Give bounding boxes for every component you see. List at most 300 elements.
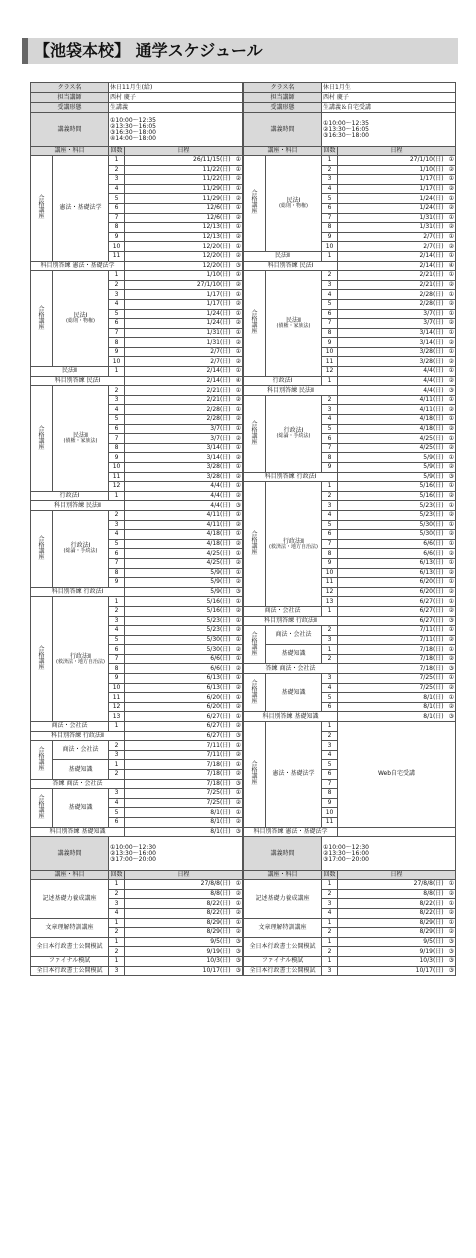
session-period: ② bbox=[448, 463, 455, 471]
session-period: ① bbox=[448, 899, 455, 907]
session-date-text: 6/6(日) bbox=[210, 655, 231, 663]
group-label bbox=[244, 722, 266, 828]
group-label-text: 合格講座 bbox=[38, 794, 45, 820]
session-date bbox=[125, 947, 243, 957]
session-number: 7 bbox=[322, 213, 338, 223]
summary-date-text: 8/1(日) bbox=[210, 827, 231, 835]
session-number: 1 bbox=[322, 606, 338, 616]
session-number: 11 bbox=[109, 251, 125, 261]
column-header-date: 日程 bbox=[338, 871, 456, 880]
summary-label: 答練 商法・会社法 bbox=[244, 664, 338, 674]
summary-label: 科目別答練 行政法Ⅱ bbox=[31, 731, 125, 741]
session-number: 1 bbox=[322, 645, 338, 655]
session-date bbox=[338, 290, 456, 300]
session-date-text: 4/18(日) bbox=[206, 530, 231, 538]
session-date bbox=[338, 683, 456, 693]
subject-name: 民法Ⅰ bbox=[286, 196, 301, 204]
session-date bbox=[338, 880, 456, 890]
table-row bbox=[244, 880, 456, 890]
table-row bbox=[244, 827, 456, 837]
session-date-text: 12/6(日) bbox=[206, 213, 231, 221]
subject-subtitle: (債権・家族法) bbox=[276, 322, 311, 329]
session-period: ① bbox=[235, 328, 242, 336]
page-title: 【池袋本校】 通学スケジュール bbox=[22, 38, 458, 64]
session-period: ② bbox=[235, 252, 242, 260]
session-date bbox=[125, 702, 243, 712]
session-period: ① bbox=[448, 309, 455, 317]
session-date bbox=[338, 482, 456, 492]
table-row bbox=[31, 789, 243, 799]
session-period: ② bbox=[448, 338, 455, 346]
session-period: ② bbox=[235, 799, 242, 807]
summary-date-text: 6/27(日) bbox=[206, 731, 231, 739]
session-date-text: 8/1(日) bbox=[210, 818, 231, 826]
session-period: ① bbox=[235, 482, 242, 490]
table-row bbox=[244, 113, 456, 147]
session-period: ② bbox=[448, 242, 455, 250]
lecture-times-label: 講義時間 bbox=[31, 837, 109, 871]
session-number: 5 bbox=[322, 760, 338, 770]
session-date-text: 3/7(日) bbox=[423, 309, 444, 317]
table-row bbox=[31, 722, 243, 732]
session-date-text: 7/25(日) bbox=[206, 799, 231, 807]
session-date-text: 4/18(日) bbox=[419, 415, 444, 423]
group-label-text: 合格講座 bbox=[251, 310, 258, 336]
session-date-text: 27/1/10(日) bbox=[409, 156, 444, 164]
session-number: 7 bbox=[109, 213, 125, 223]
session-period: ② bbox=[235, 213, 242, 221]
session-date-text: 4/4(日) bbox=[210, 492, 231, 500]
session-period: ① bbox=[235, 165, 242, 173]
session-number: 4 bbox=[109, 405, 125, 415]
session-period: ② bbox=[448, 185, 455, 193]
session-period: ② bbox=[235, 928, 242, 936]
session-number: 5 bbox=[322, 693, 338, 703]
session-date-text: 1/24(日) bbox=[419, 194, 444, 202]
session-period: ② bbox=[235, 890, 242, 898]
session-date-text: 8/22(日) bbox=[206, 899, 231, 907]
session-date bbox=[338, 635, 456, 645]
session-period: ③ bbox=[448, 957, 455, 965]
session-date-text: 6/27(日) bbox=[419, 607, 444, 615]
subject-label bbox=[266, 271, 322, 377]
session-date-text: 1/31(日) bbox=[206, 338, 231, 346]
session-number: 8 bbox=[322, 223, 338, 233]
session-date-text: 9/5(日) bbox=[423, 938, 444, 946]
column-header-date: 日程 bbox=[338, 147, 456, 156]
session-period: ③ bbox=[235, 938, 242, 946]
table-row bbox=[31, 147, 243, 156]
subject-label bbox=[266, 722, 322, 828]
session-date bbox=[125, 357, 243, 367]
session-period: ① bbox=[235, 424, 242, 432]
session-date-text: 6/13(日) bbox=[206, 674, 231, 682]
session-date-text: 6/13(日) bbox=[419, 568, 444, 576]
session-date-text: 2/28(日) bbox=[206, 415, 231, 423]
session-date bbox=[338, 376, 456, 386]
subject-label: 商法・会社法 bbox=[244, 606, 322, 616]
session-number: 6 bbox=[322, 309, 338, 319]
session-period: ① bbox=[235, 271, 242, 279]
table-row bbox=[31, 93, 243, 103]
subject-name: 憲法・基礎法学 bbox=[272, 770, 315, 778]
session-date-text: 6/27(日) bbox=[206, 722, 231, 730]
session-date-text: 1/24(日) bbox=[419, 204, 444, 212]
info-value: 休日1月生 bbox=[322, 83, 456, 93]
subject-name: 行政法Ⅰ bbox=[70, 542, 91, 550]
session-number: 2 bbox=[322, 889, 338, 899]
session-date bbox=[338, 654, 456, 664]
column-header-date: 日程 bbox=[125, 147, 243, 156]
summary-date-text: 2/14(日) bbox=[206, 376, 231, 384]
table-row bbox=[244, 626, 456, 636]
session-period: ① bbox=[235, 760, 242, 768]
session-period: ① bbox=[235, 635, 242, 643]
web-attendance-note: Web自宅受講 bbox=[338, 722, 456, 828]
session-number: 1 bbox=[109, 937, 125, 947]
session-date-text: 2/7(日) bbox=[423, 233, 444, 241]
lecture-time: ①10:00～12:30 bbox=[323, 843, 369, 851]
session-number: 2 bbox=[109, 770, 125, 780]
session-number: 13 bbox=[109, 712, 125, 722]
session-date bbox=[338, 424, 456, 434]
session-number: 1 bbox=[322, 918, 338, 928]
session-number: 6 bbox=[109, 549, 125, 559]
info-label: 受講形態 bbox=[31, 103, 109, 113]
session-period: ① bbox=[235, 530, 242, 538]
session-date-text: 4/25(日) bbox=[419, 444, 444, 452]
table-row bbox=[244, 386, 456, 396]
session-date bbox=[338, 947, 456, 957]
session-number: 9 bbox=[322, 338, 338, 348]
session-date bbox=[338, 328, 456, 338]
subject-label bbox=[53, 789, 109, 827]
session-number: 6 bbox=[109, 203, 125, 213]
table-row bbox=[244, 966, 456, 976]
session-number: 10 bbox=[109, 242, 125, 252]
session-number: 2 bbox=[109, 280, 125, 290]
session-period: ② bbox=[448, 511, 455, 519]
session-date-text: 26/11/15(日) bbox=[193, 156, 231, 164]
session-date-text: 4/4(日) bbox=[423, 376, 444, 384]
table-row bbox=[31, 880, 243, 890]
group-label-text: 合格講座 bbox=[251, 190, 258, 216]
session-number: 5 bbox=[322, 424, 338, 434]
session-number: 10 bbox=[322, 568, 338, 578]
session-period: ② bbox=[448, 357, 455, 365]
session-number: 8 bbox=[322, 789, 338, 799]
table-row bbox=[31, 918, 243, 928]
session-date bbox=[125, 271, 243, 281]
summary-period: ③ bbox=[448, 664, 455, 672]
table-row bbox=[244, 837, 456, 871]
session-number: 3 bbox=[322, 280, 338, 290]
summary-date bbox=[125, 779, 243, 789]
session-date bbox=[125, 184, 243, 194]
session-period: ① bbox=[448, 693, 455, 701]
group-label-text: 合格講座 bbox=[38, 305, 45, 331]
session-date-text: 9/5(日) bbox=[210, 938, 231, 946]
session-period: ② bbox=[448, 223, 455, 231]
session-period: ① bbox=[448, 880, 455, 888]
session-date bbox=[125, 568, 243, 578]
session-number: 2 bbox=[322, 395, 338, 405]
session-period: ② bbox=[448, 281, 455, 289]
session-date bbox=[125, 443, 243, 453]
subject-subtitle: (総則・物権) bbox=[279, 202, 308, 209]
subject-label: 基礎知識 bbox=[53, 760, 109, 779]
session-date bbox=[125, 770, 243, 780]
session-number: 7 bbox=[322, 319, 338, 329]
session-date-text: 10/3(日) bbox=[419, 957, 444, 965]
table-row bbox=[244, 376, 456, 386]
session-date-text: 4/18(日) bbox=[206, 540, 231, 548]
session-date-text: 2/21(日) bbox=[419, 271, 444, 279]
session-date-text: 6/6(日) bbox=[210, 664, 231, 672]
session-date-text: 11/29(日) bbox=[202, 194, 231, 202]
session-date-text: 6/13(日) bbox=[206, 683, 231, 691]
session-date-text: 5/9(日) bbox=[423, 453, 444, 461]
session-date bbox=[338, 578, 456, 588]
session-date bbox=[125, 760, 243, 770]
session-period: ② bbox=[235, 472, 242, 480]
session-period: ① bbox=[235, 242, 242, 250]
session-number: 4 bbox=[109, 626, 125, 636]
session-period: ① bbox=[448, 578, 455, 586]
session-date bbox=[125, 386, 243, 396]
info-value: 生講義 bbox=[109, 103, 243, 113]
table-row bbox=[31, 491, 243, 501]
session-date bbox=[338, 908, 456, 918]
session-period: ① bbox=[448, 348, 455, 356]
table-row bbox=[31, 731, 243, 741]
subject-label: 全日本行政書士公開模試 bbox=[31, 966, 109, 976]
info-value: 生講義＆自宅受講 bbox=[322, 103, 456, 113]
session-date-text: 1/17(日) bbox=[419, 185, 444, 193]
session-date-text: 5/30(日) bbox=[419, 520, 444, 528]
session-number: 11 bbox=[109, 472, 125, 482]
subject-label: 商法・会社法 bbox=[266, 626, 322, 645]
subject-label: 商法・会社法 bbox=[31, 722, 109, 732]
subject-name: 民法Ⅱ bbox=[286, 316, 301, 324]
session-number: 13 bbox=[322, 597, 338, 607]
session-date bbox=[125, 918, 243, 928]
schedule-panel-left bbox=[30, 82, 242, 976]
info-value: 西村 慶子 bbox=[109, 93, 243, 103]
session-period: ① bbox=[448, 501, 455, 509]
schedule-table-right bbox=[243, 82, 456, 976]
session-number: 2 bbox=[109, 889, 125, 899]
table-row bbox=[31, 83, 243, 93]
table-row bbox=[31, 779, 243, 789]
table-row bbox=[31, 760, 243, 770]
table-row bbox=[31, 367, 243, 377]
session-period: ② bbox=[448, 424, 455, 432]
session-number: 2 bbox=[322, 165, 338, 175]
session-number: 3 bbox=[322, 899, 338, 909]
session-period: ② bbox=[235, 559, 242, 567]
session-number: 10 bbox=[322, 808, 338, 818]
session-number: 6 bbox=[322, 203, 338, 213]
session-date bbox=[338, 606, 456, 616]
session-date bbox=[338, 232, 456, 242]
session-date bbox=[338, 587, 456, 597]
table-row bbox=[244, 472, 456, 482]
summary-date-text: 5/9(日) bbox=[423, 472, 444, 480]
table-row bbox=[244, 482, 456, 492]
session-period: ① bbox=[448, 597, 455, 605]
session-date-text: 8/29(日) bbox=[206, 918, 231, 926]
session-date bbox=[125, 674, 243, 684]
summary-label: 科目別答練 民法Ⅰ bbox=[31, 376, 125, 386]
session-period: ② bbox=[448, 683, 455, 691]
session-date-text: 5/16(日) bbox=[206, 597, 231, 605]
session-number: 8 bbox=[322, 328, 338, 338]
session-date bbox=[338, 156, 456, 166]
lecture-time: ④14:00～18:00 bbox=[110, 134, 156, 142]
session-number: 6 bbox=[109, 424, 125, 434]
session-date-text: 5/16(日) bbox=[206, 607, 231, 615]
session-number: 1 bbox=[322, 251, 338, 261]
session-number: 4 bbox=[322, 908, 338, 918]
session-date-text: 2/14(日) bbox=[419, 252, 444, 260]
table-row bbox=[244, 722, 456, 732]
group-label bbox=[31, 156, 53, 262]
session-number: 3 bbox=[322, 405, 338, 415]
session-number: 6 bbox=[322, 702, 338, 712]
session-date bbox=[125, 880, 243, 890]
session-period: ① bbox=[235, 405, 242, 413]
session-date-text: 5/23(日) bbox=[206, 626, 231, 634]
session-date-text: 3/14(日) bbox=[419, 328, 444, 336]
session-date bbox=[338, 889, 456, 899]
session-date-text: 6/20(日) bbox=[206, 703, 231, 711]
session-period: ① bbox=[235, 223, 242, 231]
session-date bbox=[125, 741, 243, 751]
session-number: 10 bbox=[109, 683, 125, 693]
session-number: 10 bbox=[322, 242, 338, 252]
session-date bbox=[338, 223, 456, 233]
session-number: 3 bbox=[109, 290, 125, 300]
session-period: ① bbox=[235, 444, 242, 452]
session-number: 3 bbox=[109, 616, 125, 626]
session-date bbox=[338, 549, 456, 559]
summary-period: ③ bbox=[448, 712, 455, 720]
summary-label: 科目別答練 行政法Ⅰ bbox=[244, 472, 338, 482]
session-period: ① bbox=[235, 290, 242, 298]
session-date bbox=[125, 798, 243, 808]
session-period: ① bbox=[235, 655, 242, 663]
session-date-text: 8/29(日) bbox=[206, 928, 231, 936]
lecture-times bbox=[109, 113, 243, 147]
session-number: 4 bbox=[322, 184, 338, 194]
session-date-text: 3/7(日) bbox=[210, 424, 231, 432]
session-date bbox=[338, 434, 456, 444]
session-number: 3 bbox=[109, 899, 125, 909]
table-row bbox=[31, 871, 243, 880]
session-number: 3 bbox=[322, 635, 338, 645]
table-row bbox=[31, 966, 243, 976]
table-row bbox=[31, 156, 243, 166]
table-row bbox=[31, 741, 243, 751]
table-row bbox=[31, 837, 243, 871]
session-period: ② bbox=[235, 492, 242, 500]
session-number: 8 bbox=[322, 549, 338, 559]
table-row bbox=[31, 956, 243, 966]
session-number: 2 bbox=[109, 741, 125, 751]
session-date bbox=[338, 966, 456, 976]
session-date bbox=[338, 299, 456, 309]
subject-label bbox=[53, 271, 109, 367]
session-date bbox=[125, 889, 243, 899]
session-date-text: 2/28(日) bbox=[419, 290, 444, 298]
group-label bbox=[31, 789, 53, 827]
session-date bbox=[125, 367, 243, 377]
session-date-text: 3/7(日) bbox=[423, 319, 444, 327]
info-label: 受講形態 bbox=[244, 103, 322, 113]
summary-date-text: 7/18(日) bbox=[419, 664, 444, 672]
session-date-text: 4/25(日) bbox=[206, 549, 231, 557]
session-period: ② bbox=[235, 683, 242, 691]
table-row bbox=[31, 376, 243, 386]
session-period: ② bbox=[448, 319, 455, 327]
session-number: 1 bbox=[322, 376, 338, 386]
session-date bbox=[338, 309, 456, 319]
session-date bbox=[125, 203, 243, 213]
table-row bbox=[244, 261, 456, 271]
table-row bbox=[244, 956, 456, 966]
lecture-time: ②13:30～16:05 bbox=[110, 122, 156, 130]
info-label: クラス名 bbox=[31, 83, 109, 93]
session-date-text: 1/31(日) bbox=[419, 213, 444, 221]
summary-label: 科目別答練 行政法Ⅰ bbox=[31, 587, 125, 597]
session-date-text: 6/27(日) bbox=[206, 712, 231, 720]
session-date bbox=[125, 654, 243, 664]
session-period: ① bbox=[235, 156, 242, 164]
session-period: ① bbox=[235, 185, 242, 193]
session-date-text: 1/17(日) bbox=[206, 290, 231, 298]
session-date bbox=[125, 280, 243, 290]
session-date-text: 12/20(日) bbox=[202, 252, 231, 260]
session-date-text: 1/17(日) bbox=[419, 175, 444, 183]
session-date bbox=[338, 491, 456, 501]
session-date bbox=[125, 165, 243, 175]
session-date bbox=[338, 395, 456, 405]
session-date bbox=[125, 223, 243, 233]
session-date bbox=[125, 319, 243, 329]
table-row bbox=[31, 501, 243, 511]
session-period: ① bbox=[448, 213, 455, 221]
session-date-text: 4/25(日) bbox=[206, 559, 231, 567]
session-date bbox=[338, 242, 456, 252]
summary-period: ③ bbox=[235, 731, 242, 739]
session-date bbox=[125, 472, 243, 482]
session-period: ② bbox=[235, 319, 242, 327]
lecture-times-2 bbox=[109, 837, 243, 871]
session-date-text: 4/11(日) bbox=[206, 511, 231, 519]
session-period: ① bbox=[448, 271, 455, 279]
column-header-date: 日程 bbox=[125, 871, 243, 880]
session-date bbox=[125, 722, 243, 732]
session-number: 4 bbox=[322, 750, 338, 760]
session-date-text: 7/18(日) bbox=[419, 655, 444, 663]
session-date bbox=[338, 626, 456, 636]
table-row bbox=[31, 827, 243, 837]
session-number: 9 bbox=[109, 674, 125, 684]
subject-label: 記述基礎力養成講座 bbox=[244, 880, 322, 918]
session-period: ② bbox=[235, 194, 242, 202]
session-date bbox=[125, 347, 243, 357]
